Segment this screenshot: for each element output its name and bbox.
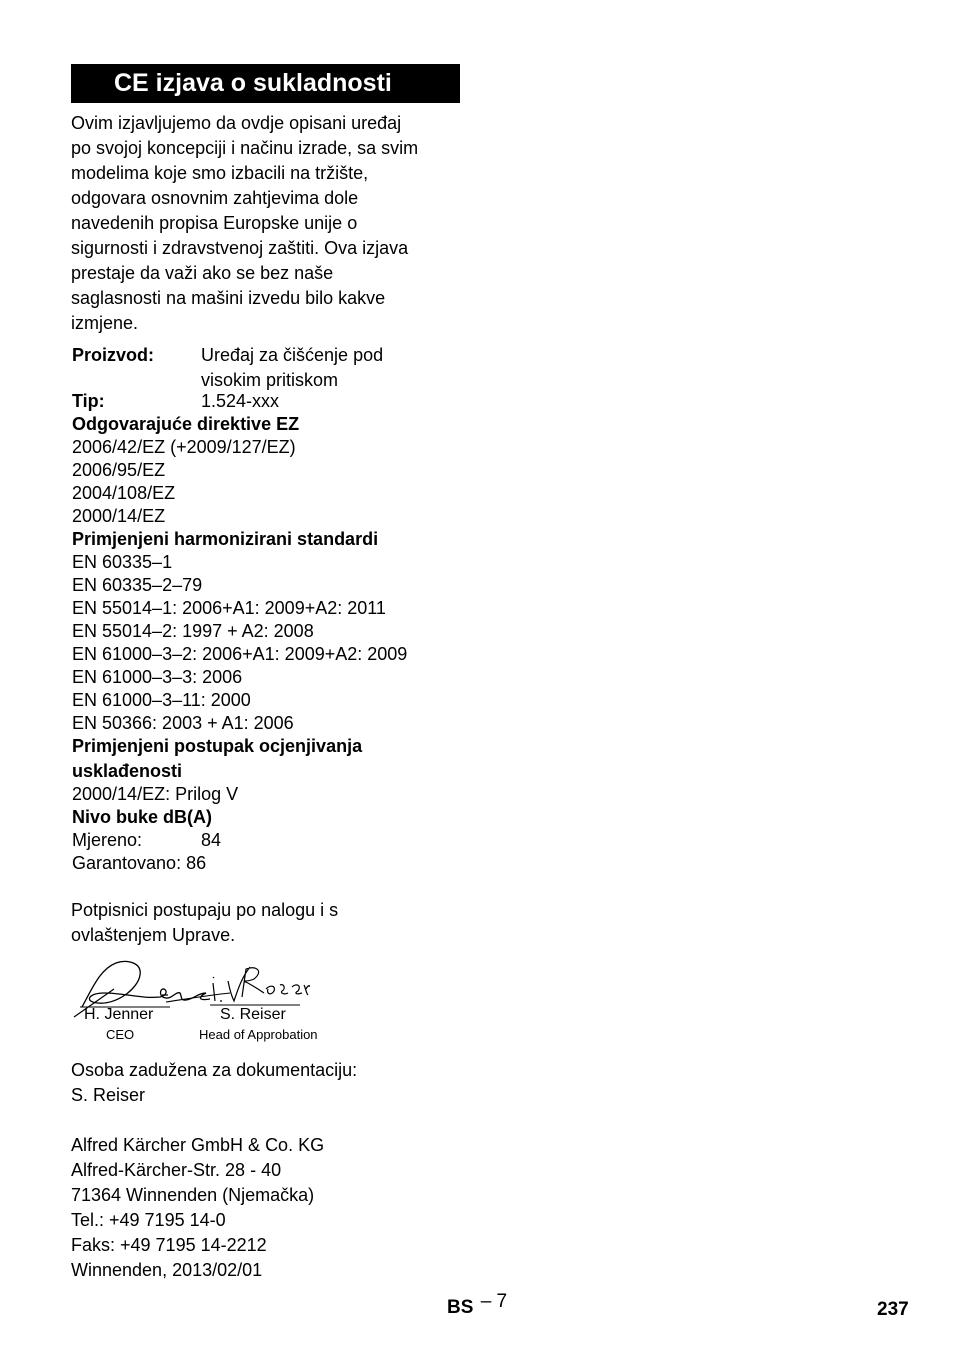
product-row bbox=[72, 344, 472, 392]
directive-item: 2004/108/EZ bbox=[72, 483, 176, 503]
footer-section bbox=[447, 1291, 508, 1319]
intro-line: Ovim izjavljujemo da ovdje opisani uređaj bbox=[71, 113, 402, 133]
signers-note bbox=[71, 898, 338, 948]
noise-heading: Nivo buke dB(A) bbox=[72, 807, 213, 827]
signature-block bbox=[70, 955, 340, 1047]
standard-item: EN 55014–1: 2006+A1: 2009+A2: 2011 bbox=[72, 598, 386, 618]
intro-paragraph bbox=[71, 111, 466, 336]
procedure-value: 2000/14/EZ: Prilog V bbox=[72, 784, 239, 804]
company-line: Winnenden, 2013/02/01 bbox=[71, 1260, 263, 1280]
signer-name: S. Reiser bbox=[220, 1006, 286, 1023]
intro-line: odgovara osnovnim zahtjevima dole bbox=[71, 188, 359, 208]
standard-item: EN 60335–2–79 bbox=[72, 575, 203, 595]
product-value-line: visokim pritiskom bbox=[201, 370, 339, 390]
noise-guaranteed-row bbox=[72, 852, 472, 875]
noise-measured-value: 84 bbox=[201, 830, 222, 850]
footer-language: BS bbox=[447, 1297, 474, 1318]
page-title: CE izjava o sukladnosti bbox=[71, 64, 460, 103]
company-line: Alfred Kärcher GmbH & Co. KG bbox=[71, 1135, 325, 1155]
intro-line: navedenih propisa Europske unije o bbox=[71, 213, 358, 233]
signer-name: H. Jenner bbox=[84, 1006, 154, 1023]
signer-role: CEO bbox=[106, 1027, 135, 1042]
documentation-label: Osoba zadužena za dokumentaciju: bbox=[71, 1060, 358, 1080]
noise-measured-label: Mjereno: bbox=[72, 830, 143, 850]
standard-item: EN 61000–3–11: 2000 bbox=[72, 690, 251, 710]
type-row bbox=[72, 390, 472, 413]
directives-heading: Odgovarajuće direktive EZ bbox=[72, 414, 300, 434]
company-line: Tel.: +49 7195 14-0 bbox=[71, 1210, 226, 1230]
intro-line: po svojoj koncepciji i načinu izrade, sa svim bbox=[71, 138, 419, 158]
type-value: 1.524-xxx bbox=[201, 391, 280, 411]
company-address bbox=[71, 1133, 324, 1283]
company-line: Faks: +49 7195 14-2212 bbox=[71, 1235, 267, 1255]
company-line: Alfred-Kärcher-Str. 28 - 40 bbox=[71, 1160, 282, 1180]
directive-item: 2006/95/EZ bbox=[72, 460, 166, 480]
noise-guaranteed-value: 86 bbox=[186, 853, 207, 873]
type-label: Tip: bbox=[72, 391, 105, 411]
noise-guaranteed-label: Garantovano: bbox=[72, 853, 182, 873]
signers-note-line: Potpisnici postupaju po nalogu i s bbox=[71, 900, 339, 920]
standard-item: EN 60335–1 bbox=[72, 552, 173, 572]
procedure-heading: usklađenosti bbox=[72, 761, 183, 781]
standards-heading: Primjenjeni harmonizirani standardi bbox=[72, 529, 379, 549]
page-number: 237 bbox=[877, 1299, 909, 1320]
signer-role: Head of Approbation bbox=[199, 1027, 318, 1042]
standard-item: EN 55014–2: 1997 + A2: 2008 bbox=[72, 621, 314, 641]
specification-block bbox=[72, 344, 472, 875]
documentation-person: S. Reiser bbox=[71, 1085, 146, 1105]
standard-item: EN 50366: 2003 + A1: 2006 bbox=[72, 713, 294, 733]
company-line: 71364 Winnenden (Njemačka) bbox=[71, 1185, 315, 1205]
intro-line: modelima koje smo izbacili na tržište, bbox=[71, 163, 369, 183]
directive-item: 2000/14/EZ bbox=[72, 506, 166, 526]
noise-measured-row bbox=[72, 829, 472, 852]
footer-section-number: – 7 bbox=[480, 1291, 508, 1312]
standard-item: EN 61000–3–2: 2006+A1: 2009+A2: 2009 bbox=[72, 644, 408, 664]
intro-line: izmjene. bbox=[71, 313, 139, 333]
documentation-contact bbox=[71, 1058, 357, 1108]
intro-line: saglasnosti na mašini izvedu bilo kakve bbox=[71, 288, 386, 308]
intro-line: prestaje da važi ako se bez naše bbox=[71, 263, 334, 283]
procedure-heading: Primjenjeni postupak ocjenjivanja bbox=[72, 736, 363, 756]
directive-item: 2006/42/EZ (+2009/127/EZ) bbox=[72, 437, 296, 457]
signers-note-line: ovlaštenjem Uprave. bbox=[71, 925, 236, 945]
standard-item: EN 61000–3–3: 2006 bbox=[72, 667, 243, 687]
product-value-line: Uređaj za čišćenje pod bbox=[201, 345, 384, 365]
intro-line: sigurnosti i zdravstvenoj zaštiti. Ova izjava bbox=[71, 238, 409, 258]
product-label: Proizvod: bbox=[72, 345, 155, 365]
product-value bbox=[201, 344, 383, 392]
